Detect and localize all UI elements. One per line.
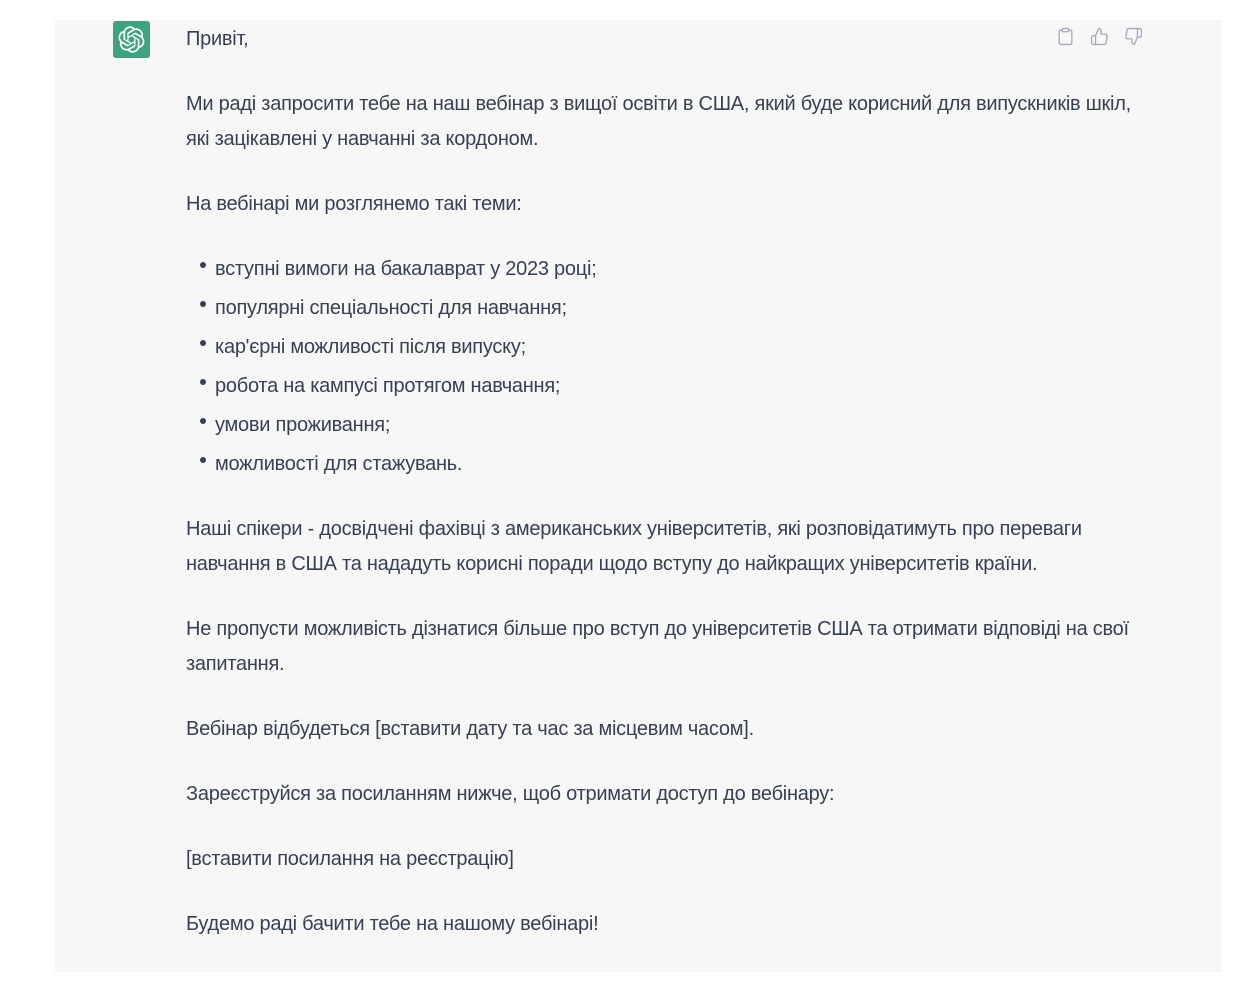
- topic-item: умови проживання;: [186, 408, 1144, 443]
- registration-link-placeholder-paragraph: [вставити посилання на реєстрацію]: [186, 848, 514, 870]
- speakers-paragraph: Наші спікери - досвідчені фахівці з американських університетів, які розповідатимуть про переваги навчання в США та нададуть корисні поради щодо вступу до найкращих університетів країни.: [186, 518, 1082, 575]
- closing-paragraph: Будемо раді бачити тебе на нашому вебінарі!: [186, 913, 599, 935]
- assistant-avatar: [113, 21, 150, 58]
- openai-logo-icon: [118, 26, 145, 53]
- dont-miss-paragraph: Не пропусти можливість дізнатися більше про вступ до університетів США та отримати відповіді на свої запитання.: [186, 618, 1129, 675]
- assistant-message: [55, 20, 1222, 972]
- message-content: [186, 22, 1144, 942]
- topics-lead-paragraph: На вебінарі ми розглянемо такі теми:: [186, 193, 522, 215]
- topic-item: можливості для стажувань.: [186, 447, 1144, 482]
- topics-list: [186, 252, 1144, 482]
- topic-item: популярні спеціальності для навчання;: [186, 291, 1144, 326]
- intro-paragraph: Ми раді запросити тебе на наш вебінар з вищої освіти в США, який буде корисний для випускників шкіл, які зацікавлені у навчанні за кордоном.: [186, 93, 1131, 150]
- topic-item: кар'єрні можливості після випуску;: [186, 330, 1144, 365]
- topic-item: вступні вимоги на бакалаврат у 2023 році;: [186, 252, 1144, 287]
- greeting-paragraph: Привіт,: [186, 28, 249, 50]
- schedule-paragraph: Вебінар відбудеться [вставити дату та час за місцевим часом].: [186, 718, 754, 740]
- register-cta-paragraph: Зареєструйся за посиланням нижче, щоб отримати доступ до вебінару:: [186, 783, 835, 805]
- topic-item: робота на кампусі протягом навчання;: [186, 369, 1144, 404]
